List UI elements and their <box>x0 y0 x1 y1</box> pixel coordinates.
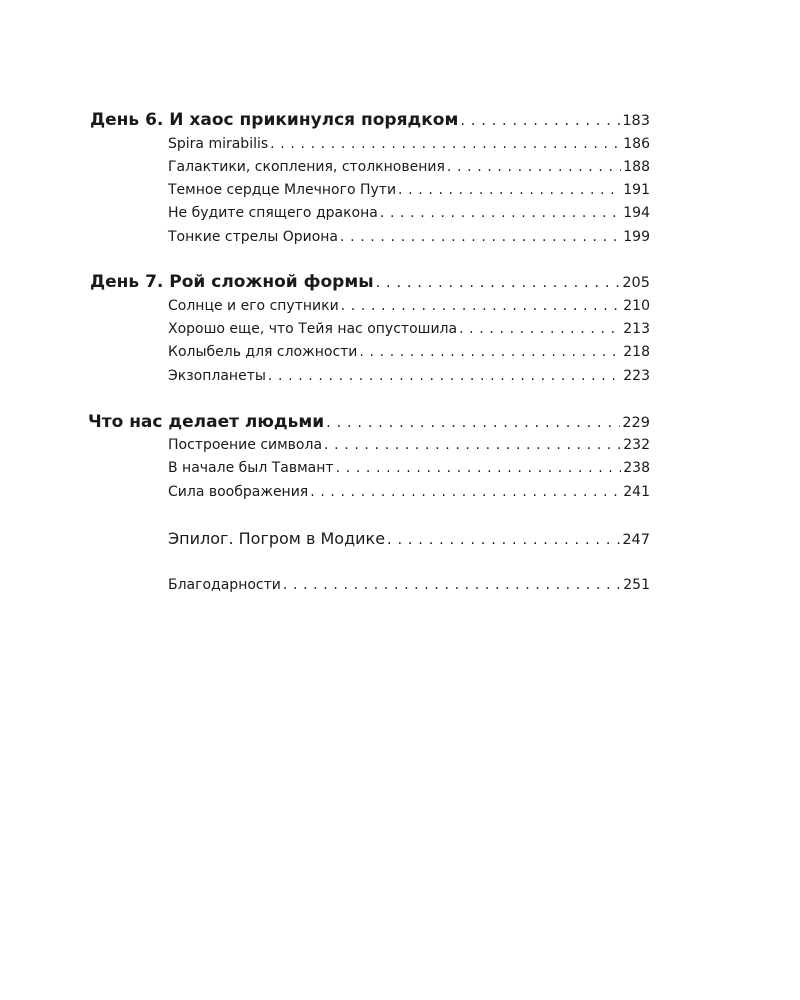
toc-leader-dots <box>376 275 621 291</box>
toc-subentry-title: Солнце и его спутники <box>168 298 339 314</box>
toc-subentry <box>168 298 650 314</box>
toc-subentry <box>168 437 650 453</box>
toc-subentry <box>168 182 650 198</box>
toc-entry-title: День 6. И хаос прикинулся порядком <box>90 110 459 130</box>
toc-subentry-title: Тонкие стрелы Ориона <box>168 229 338 245</box>
toc-leader-dots <box>283 577 621 593</box>
toc-subentry-page: 199 <box>623 229 650 245</box>
toc-leader-dots <box>398 182 621 198</box>
toc-subentry <box>168 460 650 476</box>
toc-subentry-title: Экзопланеты <box>168 368 266 384</box>
toc-entry-acknowledgements <box>168 577 650 593</box>
toc-entry-page: 183 <box>622 113 650 129</box>
toc-entry-day7 <box>90 272 650 292</box>
toc-leader-dots <box>324 437 621 453</box>
toc-entry-human <box>88 412 650 432</box>
toc-subentry-title: Построение символа <box>168 437 323 453</box>
toc-leader-dots <box>359 344 621 360</box>
toc-subentry-page: 238 <box>623 460 650 476</box>
toc-leader-dots <box>310 484 621 500</box>
toc-subentry <box>168 229 650 245</box>
toc-subentry <box>168 344 650 360</box>
toc-subentry-title: Spira mirabilis <box>168 136 269 152</box>
toc-subentry-page: 210 <box>623 298 650 314</box>
toc-subentry <box>168 205 650 221</box>
toc-leader-dots <box>341 298 622 314</box>
toc-subentry-page: 241 <box>623 484 650 500</box>
toc-subentry <box>168 159 650 175</box>
toc-leader-dots <box>340 229 621 245</box>
toc-subentry-page: 186 <box>623 136 650 152</box>
toc-entry-title: Что нас делает людьми <box>88 412 325 432</box>
toc-subentry-title: Хорошо еще, что Тейя нас опустошила <box>168 321 458 337</box>
toc-leader-dots <box>459 321 621 337</box>
toc-subentry-title: Колыбель для сложности <box>168 344 358 360</box>
toc-subentry-page: 218 <box>623 344 650 360</box>
toc-leader-dots <box>460 113 620 129</box>
toc-entry-day6 <box>90 110 650 130</box>
toc-leader-dots <box>268 368 621 384</box>
toc-subentry-title: Сила воображения <box>168 484 309 500</box>
toc-entry-page: 229 <box>622 415 650 431</box>
toc-entry-title: День 7. Рой сложной формы <box>90 272 374 292</box>
toc-entry-title: Эпилог. Погром в Модике <box>168 529 386 548</box>
toc-entry-page: 247 <box>622 532 650 548</box>
toc-subentry-page: 232 <box>623 437 650 453</box>
toc-entry-title: Благодарности <box>168 577 281 593</box>
toc-leader-dots <box>387 532 620 548</box>
toc-leader-dots <box>326 415 620 431</box>
toc-subentry-title: В начале был Тавмант <box>168 460 334 476</box>
toc-subentry-page: 194 <box>623 205 650 221</box>
toc-entry-epilogue <box>168 529 650 548</box>
toc-leader-dots <box>380 205 621 221</box>
toc-subentry <box>168 368 650 384</box>
toc-subentry-title: Галактики, скопления, столкновения <box>168 159 445 175</box>
toc-subentry <box>168 321 650 337</box>
toc-subentry <box>168 136 650 152</box>
toc-subentry-page: 188 <box>623 159 650 175</box>
toc-subentry-title: Темное сердце Млечного Пути <box>168 182 397 198</box>
toc-subentry <box>168 484 650 500</box>
toc-entry-page: 251 <box>623 577 650 593</box>
toc-leader-dots <box>270 136 621 152</box>
toc-leader-dots <box>447 159 621 175</box>
toc-leader-dots <box>336 460 622 476</box>
toc-subentry-page: 223 <box>623 368 650 384</box>
toc-subentry-page: 191 <box>623 182 650 198</box>
toc-subentry-title: Не будите спящего дракона <box>168 205 378 221</box>
toc-entry-page: 205 <box>622 275 650 291</box>
toc-subentry-page: 213 <box>623 321 650 337</box>
